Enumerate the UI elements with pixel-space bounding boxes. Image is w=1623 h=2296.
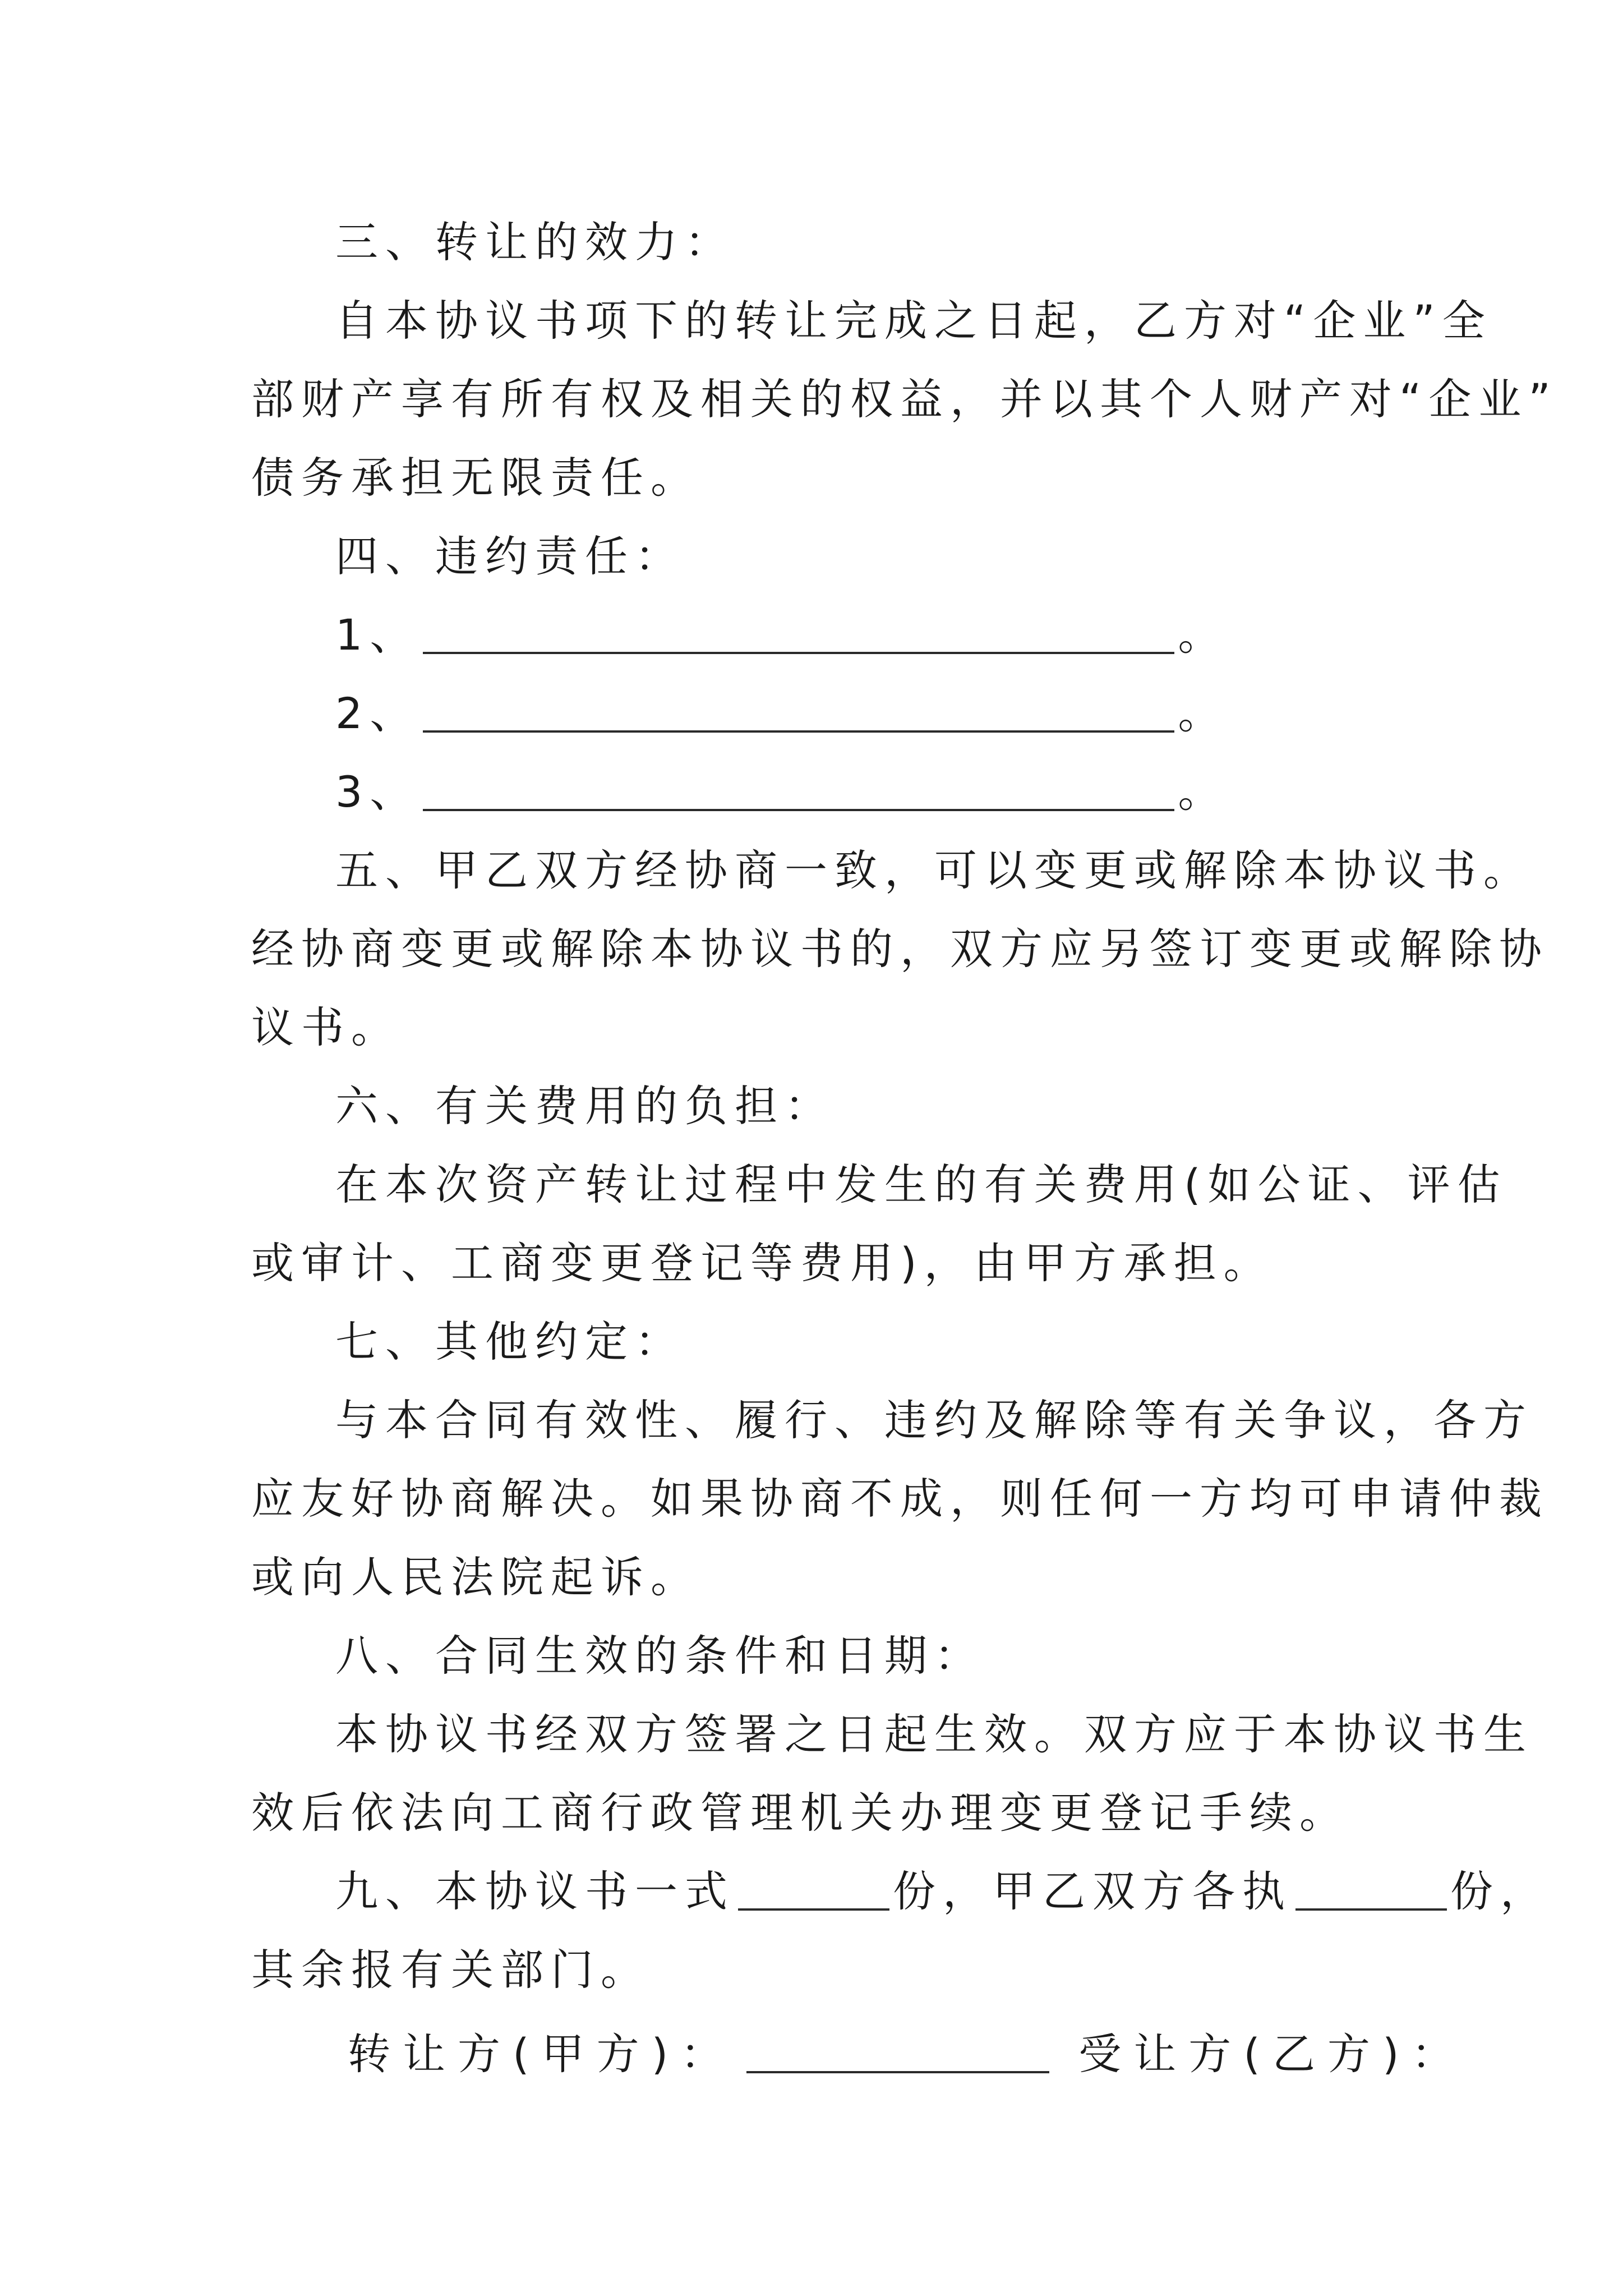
breach-item-3-number: 3、	[335, 767, 420, 817]
total-copies-blank	[738, 1874, 889, 1911]
section-9-suffix: 份，	[1450, 1866, 1550, 1916]
section-9-line-1	[335, 1852, 1550, 1931]
breach-item-2-end: 。	[1178, 688, 1228, 738]
section-9-middle: 份，甲乙双方各执	[893, 1866, 1292, 1916]
section-7-body-line-3: 或向人民法院起诉。	[251, 1552, 700, 1602]
breach-item-1-blank	[423, 617, 1174, 654]
breach-item-1-end: 。	[1178, 610, 1228, 660]
section-5-body-line-3: 议书。	[251, 1002, 401, 1052]
breach-item-1	[335, 596, 1491, 674]
transferee-label: 受让方(乙方)：	[1078, 2029, 1467, 2079]
section-3-body-line-2: 部财产享有所有权及相关的权益，并以其个人财产对“企业”	[251, 374, 1558, 424]
breach-item-3	[335, 753, 1491, 831]
section-3-heading: 三、转让的效力：	[335, 217, 735, 267]
section-7-body-line-1: 与本合同有效性、履行、违约及解除等有关争议，各方	[335, 1395, 1533, 1445]
breach-item-1-number: 1、	[335, 610, 420, 660]
section-8-body-line-1: 本协议书经双方签署之日起生效。双方应于本协议书生	[335, 1709, 1533, 1759]
section-6-body-line-2: 或审计、工商变更登记等费用)，由甲方承担。	[251, 1238, 1274, 1288]
section-7-body-line-2: 应友好协商解决。如果协商不成，则任何一方均可申请仲裁	[251, 1474, 1549, 1524]
breach-item-2	[335, 674, 1491, 753]
section-8-body-line-2: 效后依法向工商行政管理机关办理变更登记手续。	[251, 1788, 1349, 1838]
breach-item-2-blank	[423, 696, 1174, 733]
transferor-signature-blank	[746, 2036, 1049, 2073]
section-9-prefix: 九、本协议书一式	[335, 1866, 735, 1916]
section-5-body-line-1: 五、甲乙双方经协商一致，可以变更或解除本协议书。	[335, 845, 1533, 895]
section-3-body-line-1: 自本协议书项下的转让完成之日起，乙方对“企业”全	[335, 296, 1492, 346]
section-6-body-line-1: 在本次资产转让过程中发生的有关费用(如公证、评估	[335, 1159, 1507, 1209]
section-7-heading: 七、其他约定：	[335, 1317, 685, 1366]
section-4-heading: 四、违约责任：	[335, 531, 685, 581]
section-3-body-line-3: 债务承担无限责任。	[251, 453, 700, 503]
transferor-label: 转让方(甲方)：	[348, 2029, 736, 2079]
breach-item-2-number: 2、	[335, 688, 420, 738]
breach-item-3-blank	[423, 774, 1174, 811]
section-6-heading: 六、有关费用的负担：	[335, 1081, 834, 1131]
section-8-heading: 八、合同生效的条件和日期：	[335, 1631, 984, 1681]
each-party-copies-blank	[1295, 1874, 1447, 1911]
section-5-body-line-2: 经协商变更或解除本协议书的，双方应另签订变更或解除协	[251, 924, 1549, 974]
section-9-line-2: 其余报有关部门。	[251, 1945, 651, 1995]
signature-line	[348, 2015, 1503, 2093]
breach-item-3-end: 。	[1178, 767, 1228, 817]
